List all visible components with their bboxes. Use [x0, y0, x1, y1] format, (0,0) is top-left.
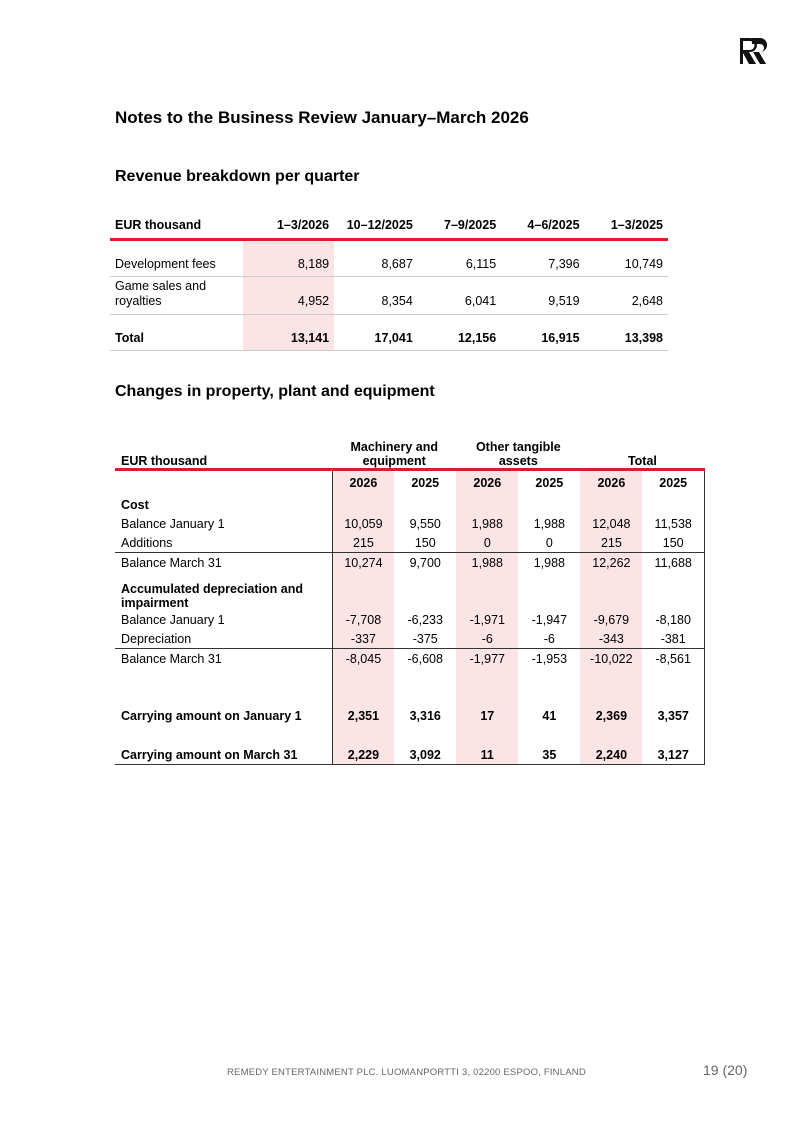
row-label: [115, 668, 332, 706]
cell: 41: [542, 708, 557, 723]
cell: 3,357: [642, 706, 704, 725]
cell: -1,953: [531, 651, 568, 666]
row-label: Development fees: [110, 249, 243, 277]
table-row: [115, 610, 705, 629]
row-label: Balance March 31: [115, 553, 332, 573]
group-header: [580, 438, 704, 470]
revenue-col-header: 10–12/2025: [346, 218, 413, 232]
cell: 12,156: [418, 323, 501, 351]
spacer-row: [110, 315, 668, 324]
year-header: 2025: [411, 476, 440, 490]
empty-cell: [518, 572, 580, 582]
row-label: Carrying amount on January 1: [115, 706, 332, 725]
year-header: 2026: [580, 470, 642, 496]
empty-cell: [456, 725, 518, 745]
cell: 12,048: [580, 514, 642, 533]
row-label: Depreciation: [115, 629, 332, 649]
empty-cell: [394, 668, 456, 706]
group-header-line: Machinery and: [350, 440, 438, 454]
carrying-row: [115, 706, 705, 725]
row-label: [115, 725, 332, 745]
empty-cell: [332, 495, 394, 514]
cell: 10,749: [585, 249, 668, 277]
empty-cell: [642, 668, 704, 706]
row-label: Balance January 1: [115, 514, 332, 533]
cell: 1,988: [533, 555, 565, 570]
cell: 13,141: [243, 323, 334, 351]
cell: 10,059: [332, 514, 394, 533]
cell: -1,947: [531, 612, 568, 627]
row-label: Carrying amount on March 31: [115, 745, 332, 765]
footer-address: REMEDY ENTERTAINMENT PLC. LUOMANPORTTI 3, 02200 ESPOO, FINLAND: [227, 1067, 586, 1078]
group-header-line: Other tangible: [475, 440, 561, 454]
empty-cell: [642, 572, 704, 582]
cell: -7,708: [332, 610, 394, 629]
cell: -375: [394, 629, 456, 649]
cell: -1,971: [456, 610, 518, 629]
cell: -9,679: [580, 610, 642, 629]
empty-cell: [580, 668, 642, 706]
row-label-line: impairment: [121, 596, 189, 610]
empty-cell: [332, 572, 394, 582]
empty-cell: [332, 725, 394, 745]
cell: 11,688: [642, 553, 704, 573]
cell: 0: [518, 533, 580, 553]
empty-cell: [518, 668, 580, 706]
table-row: [115, 629, 705, 649]
group-header-line: equipment: [362, 454, 426, 468]
cell: 9,519: [501, 277, 584, 315]
cell: 2,369: [580, 706, 642, 725]
cell: 215: [332, 533, 394, 553]
row-label: Balance January 1: [115, 610, 332, 629]
row-label-line: Game sales and: [115, 279, 207, 293]
cell: -6: [518, 629, 580, 649]
page-title: Notes to the Business Review January–March 2026: [115, 108, 529, 127]
cell: -343: [580, 629, 642, 649]
empty-cell: [332, 668, 394, 706]
total-row: [110, 323, 668, 351]
ppe-header-label: EUR thousand: [121, 454, 208, 468]
cell: 17,041: [334, 323, 418, 351]
carrying-row: [115, 745, 705, 765]
table-row: [115, 553, 705, 573]
empty-cell: [394, 582, 456, 610]
empty-cell: [394, 725, 456, 745]
cell: 8,354: [334, 277, 418, 315]
spacer-row: [115, 668, 705, 706]
table-row: [115, 514, 705, 533]
cell: -1,977: [456, 649, 518, 669]
spacer-row: [115, 572, 705, 582]
cell: 3,316: [409, 708, 441, 723]
cell: 2,351: [332, 706, 394, 725]
empty-cell: [580, 582, 642, 610]
group-header-line: assets: [498, 454, 538, 468]
cell: 8,189: [243, 249, 334, 277]
revenue-heading: Revenue breakdown per quarter: [115, 168, 360, 185]
row-label: Total: [110, 323, 243, 351]
cell: 6,115: [418, 249, 501, 277]
cell: 2,648: [585, 277, 668, 315]
row-label: Cost: [115, 495, 332, 514]
empty-cell: [580, 495, 642, 514]
cell: 1,988: [456, 514, 518, 533]
empty-cell: [518, 725, 580, 745]
row-label: [110, 277, 243, 315]
cell: 17: [456, 706, 518, 725]
cell: 4,952: [243, 277, 334, 315]
section-row: [115, 495, 705, 514]
empty-cell: [456, 668, 518, 706]
empty-cell: [642, 582, 704, 610]
cell: 0: [456, 533, 518, 553]
cell: 2,229: [332, 745, 394, 765]
cell: 3,092: [394, 745, 456, 765]
cell: 1,988: [456, 553, 518, 573]
empty-cell: [456, 572, 518, 582]
cell: 35: [518, 745, 580, 765]
cell: -8,045: [332, 649, 394, 669]
cell: -337: [332, 629, 394, 649]
revenue-col-header: 1–3/2025: [610, 218, 663, 232]
row-label-line: Accumulated depreciation and: [121, 582, 303, 596]
empty-cell: [456, 495, 518, 514]
row-label: Additions: [115, 533, 332, 553]
row-label: Balance March 31: [115, 649, 332, 669]
cell: 11: [456, 745, 518, 765]
row-label-line: royalties: [115, 294, 162, 308]
year-header: 2026: [456, 470, 518, 496]
table-row: [110, 277, 668, 315]
section-row: [115, 582, 705, 610]
cell: 1,988: [533, 516, 565, 531]
cell: 2,240: [580, 745, 642, 765]
cell: 150: [642, 533, 704, 553]
cell: 13,398: [585, 323, 668, 351]
year-header: 2025: [642, 470, 704, 496]
cell: 12,262: [580, 553, 642, 573]
empty-cell: [518, 582, 580, 610]
cell: -6,608: [407, 651, 443, 666]
spacer-row: [115, 725, 705, 745]
cell: -10,022: [580, 649, 642, 669]
group-header-line: Total: [627, 454, 657, 468]
ppe-table: [115, 438, 705, 765]
cell: 215: [580, 533, 642, 553]
table-row: [110, 249, 668, 277]
empty-cell: [456, 582, 518, 610]
cell: -8,180: [642, 610, 704, 629]
empty-cell: [580, 725, 642, 745]
revenue-header-row: [110, 212, 668, 240]
cell: 16,915: [501, 323, 584, 351]
cell: 10,274: [332, 553, 394, 573]
year-header: 2025: [535, 476, 564, 490]
revenue-col-header: 1–3/2026: [276, 218, 330, 232]
page-number: 19 (20): [703, 1062, 748, 1078]
cell: -381: [642, 629, 704, 649]
revenue-col-header: 4–6/2025: [527, 218, 580, 232]
cell: 11,538: [642, 514, 704, 533]
table-row: [115, 649, 705, 669]
empty-cell: [642, 725, 704, 745]
group-header: [332, 438, 456, 470]
cell: -6: [456, 629, 518, 649]
cell: -8,561: [642, 649, 704, 669]
row-label: [115, 572, 332, 582]
remedy-logo-icon: [739, 36, 769, 66]
year-header: 2026: [332, 470, 394, 496]
cell: -6,233: [407, 612, 443, 627]
ppe-heading: Changes in property, plant and equipment: [115, 383, 435, 400]
cell: 8,687: [334, 249, 418, 277]
cell: 150: [394, 533, 456, 553]
cell: 3,127: [642, 745, 704, 765]
empty-cell: [394, 572, 456, 582]
empty-cell: [394, 495, 456, 514]
cell: 9,550: [409, 516, 441, 531]
revenue-header-label: EUR thousand: [115, 218, 202, 232]
table-row: [115, 533, 705, 553]
cell: 6,041: [418, 277, 501, 315]
empty-cell: [518, 495, 580, 514]
revenue-table: [110, 212, 668, 351]
empty-cell: [332, 582, 394, 610]
ppe-group-header-row: [115, 438, 705, 470]
cell: 9,700: [409, 555, 441, 570]
revenue-col-header: 7–9/2025: [444, 218, 497, 232]
group-header: [456, 438, 580, 470]
empty-cell: [642, 495, 704, 514]
spacer-row: [110, 240, 668, 250]
empty-cell: [580, 572, 642, 582]
cell: 7,396: [501, 249, 584, 277]
ppe-year-row: [115, 470, 705, 496]
row-label: [115, 582, 332, 610]
